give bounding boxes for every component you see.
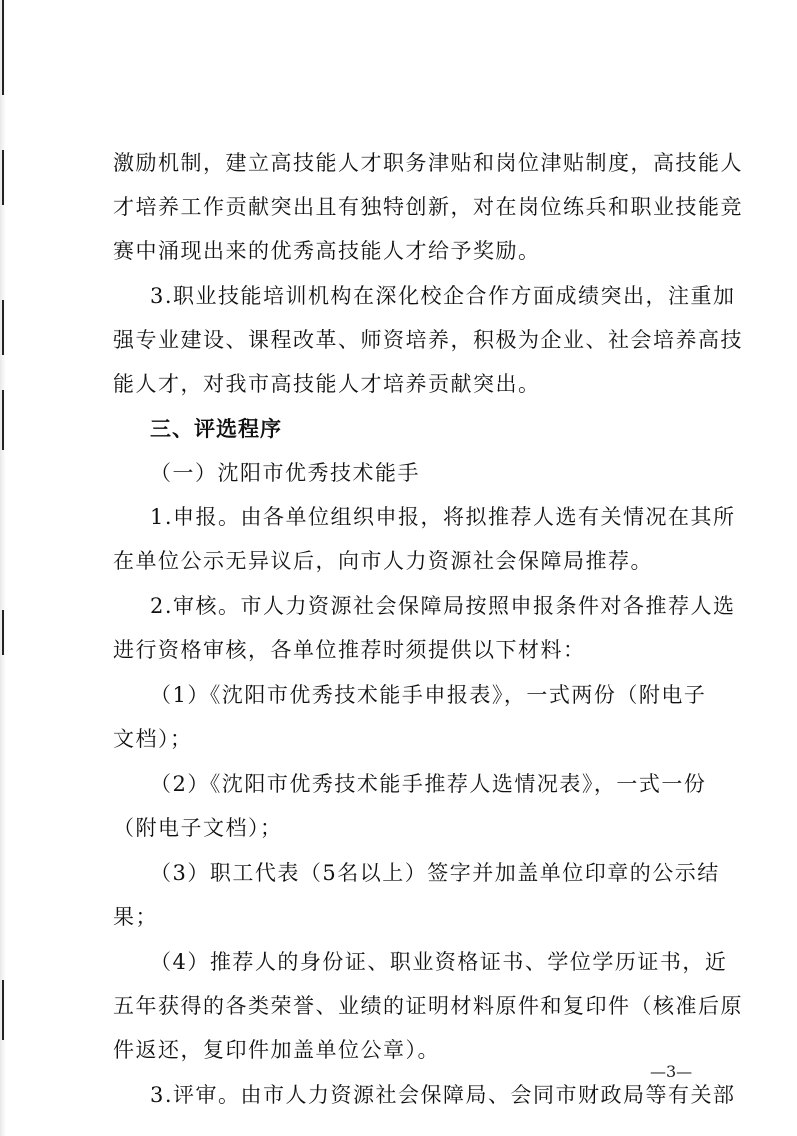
body-text-line: 2.审核。市人力资源社会保障局按照申报条件对各推荐人选 bbox=[150, 594, 736, 618]
body-text-line: 能人才，对我市高技能人才培养贡献突出。 bbox=[113, 372, 541, 396]
body-text-line: （4）推荐人的身份证、职业资格证书、学位学历证书，近 bbox=[150, 950, 728, 974]
body-text-line: 件返还，复印件加盖单位公章）。 bbox=[113, 1038, 440, 1062]
scan-edge-mark bbox=[2, 390, 4, 450]
body-text-line: 1.申报。由各单位组织申报，将拟推荐人选有关情况在其所 bbox=[150, 505, 736, 529]
body-text-line: 在单位公示无异议后，向市人力资源社会保障局推荐。 bbox=[113, 549, 653, 573]
subsection-heading: （一）沈阳市优秀技术能手 bbox=[150, 461, 420, 485]
body-text-line: 进行资格审核，各单位推荐时须提供以下材料： bbox=[113, 638, 586, 662]
scan-edge-mark bbox=[2, 300, 4, 355]
body-text-line: 赛中涌现出来的优秀高技能人才给予奖励。 bbox=[113, 239, 541, 263]
body-text-line: 五年获得的各类荣誉、业绩的证明材料原件和复印件（核准后原 bbox=[113, 994, 743, 1018]
scan-edge-mark bbox=[2, 0, 4, 95]
body-text-line: （3）职工代表（5名以上）签字并加盖单位印章的公示结 bbox=[150, 861, 720, 885]
body-text-line: 3.职业技能培训机构在深化校企合作方面成绩突出，注重加 bbox=[150, 284, 736, 308]
body-text-line: 才培养工作贡献突出且有独特创新，对在岗位练兵和职业技能竞 bbox=[113, 195, 743, 219]
body-text-line: 果； bbox=[113, 905, 158, 929]
scan-edge-mark bbox=[2, 980, 4, 1040]
scan-edge-mark bbox=[2, 610, 4, 655]
body-text-line: （附电子文档）； bbox=[113, 816, 283, 840]
body-text-line: （1）《沈阳市优秀技术能手申报表》，一式两份（附电子 bbox=[150, 683, 707, 707]
body-text-line: 文档）； bbox=[113, 727, 193, 751]
scan-edge-mark bbox=[2, 150, 4, 205]
body-text-line: 3.评审。由市人力资源社会保障局、会同市财政局等有关部 bbox=[150, 1083, 736, 1107]
body-text-line: （2）《沈阳市优秀技术能手推荐人选情况表》，一式一份 bbox=[150, 772, 707, 796]
section-heading: 三、评选程序 bbox=[150, 417, 282, 441]
page-number: —3— bbox=[650, 1062, 693, 1081]
body-text-line: 激励机制，建立高技能人才职务津贴和岗位津贴制度，高技能人 bbox=[113, 151, 743, 175]
body-text-line: 强专业建设、课程改革、师资培养，积极为企业、社会培养高技 bbox=[113, 328, 743, 352]
